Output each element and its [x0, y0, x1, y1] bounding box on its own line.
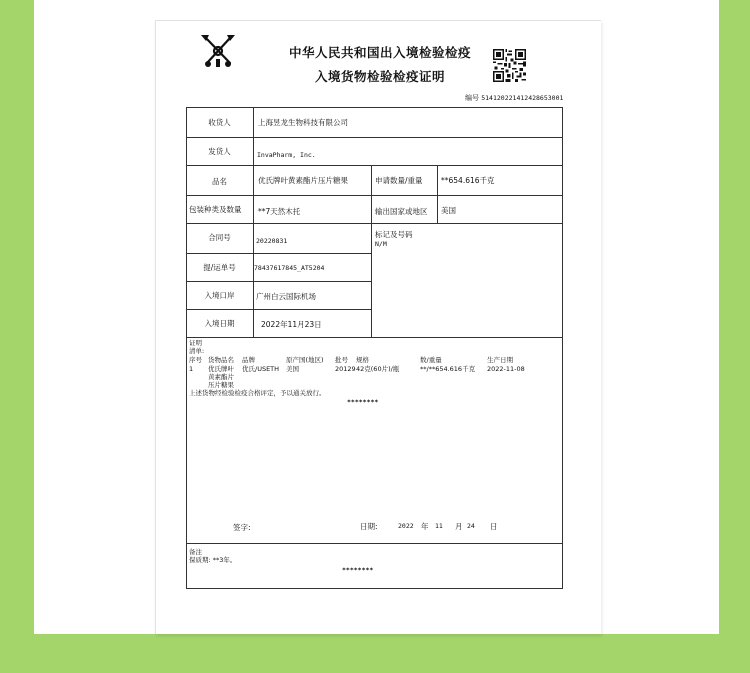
sign-month: 11: [435, 522, 443, 530]
row-name-1: 优氏牌叶: [208, 365, 234, 373]
consignee-label: 收货人: [208, 118, 231, 127]
remarks-stars: ********: [342, 566, 374, 574]
consignee-value: 上海昱龙生物科技有限公司: [258, 118, 348, 127]
sign-year-unit: 年: [421, 522, 429, 531]
product-label: 品名: [212, 177, 227, 186]
consignor-label: 发货人: [208, 147, 231, 156]
packing-value: **7天然木托: [258, 207, 301, 216]
row-divider: [186, 543, 563, 544]
date-value: 2022年11月23日: [261, 320, 322, 329]
row-divider: [186, 309, 371, 310]
row-batch: 20129: [335, 365, 356, 373]
row-name-3: 压片糖果: [208, 381, 234, 389]
col-qty: 数/重量: [420, 356, 442, 364]
list-label: 清单:: [189, 347, 205, 355]
row-divider: [186, 165, 563, 166]
product-value: 优氏牌叶黄素酯片压片糖果: [258, 176, 348, 185]
col-divider: [253, 107, 254, 337]
row-brand: 优氏/USETH: [242, 365, 280, 373]
date-label: 入境日期: [204, 319, 235, 328]
port-label: 入境口岸: [204, 291, 235, 300]
contract-value: 20220831: [256, 237, 288, 245]
col-spec: 规格: [356, 356, 369, 364]
marks-value: N/M: [375, 240, 387, 248]
row-qty: **/**654.616千克: [420, 365, 476, 373]
sign-date-label: 日期:: [360, 522, 378, 531]
col-batch: 批号: [335, 356, 348, 364]
conclusion-text: 上述货物经检验检疫合格评定，予以通关放行。: [189, 389, 326, 397]
port-value: 广州白云国际机场: [256, 292, 316, 301]
col-prod-date: 生产日期: [487, 356, 513, 364]
waybill-label: 提/运单号: [203, 263, 236, 272]
declared-value: **654.616千克: [441, 176, 495, 185]
col-divider: [371, 165, 372, 337]
row-spec: 42克(60片)/瓶: [356, 365, 400, 373]
row-divider: [186, 195, 563, 196]
origin-label: 输出国家或地区: [375, 207, 428, 216]
title-line-1: 中华人民共和国出入境检验检疫: [288, 45, 471, 60]
contract-label: 合同号: [208, 233, 231, 242]
sign-month-unit: 月: [455, 522, 463, 531]
row-origin: 美国: [286, 365, 299, 373]
row-divider: [186, 137, 563, 138]
origin-value: 美国: [441, 206, 456, 215]
cert-heading: 证明: [189, 339, 202, 347]
col-origin: 原产国(地区): [286, 356, 324, 364]
ciq-emblem-icon: [199, 33, 237, 69]
packing-label: 包装种类及数量: [189, 205, 242, 214]
sign-day-unit: 日: [490, 522, 498, 531]
sign-year: 2022: [398, 522, 414, 530]
row-divider: [186, 337, 563, 338]
col-divider: [437, 165, 438, 223]
row-name-2: 黄素酯片: [208, 373, 234, 381]
sign-label: 签字:: [233, 523, 251, 532]
qr-code-icon: [493, 49, 526, 82]
remarks-shelf-life: 保质期: **3年。: [189, 556, 237, 564]
certificate-number: [465, 93, 563, 103]
marks-label: 标记及号码: [375, 230, 413, 239]
remarks-label: 备注: [189, 548, 202, 556]
sign-day: 24: [467, 522, 475, 530]
row-seq: 1: [189, 365, 194, 373]
col-name: 货物品名: [208, 356, 234, 364]
consignor-value: InvaPharm, Inc.: [257, 151, 316, 159]
row-divider: [186, 253, 371, 254]
cert-no-value: 514120221412428653001: [481, 94, 564, 102]
row-divider: [186, 223, 563, 224]
declared-label: 申请数量/重量: [375, 176, 423, 185]
cert-no-label: 编号: [465, 94, 479, 102]
row-prod-date: 2022-11-08: [487, 365, 525, 373]
row-divider: [186, 281, 371, 282]
waybill-value: 78437617845_AT5204: [254, 264, 325, 272]
col-brand: 品牌: [242, 356, 255, 364]
col-seq: 序号: [189, 356, 202, 364]
stars-mark: ********: [347, 398, 379, 406]
title-line-2: 入境货物检验检疫证明: [314, 69, 445, 84]
